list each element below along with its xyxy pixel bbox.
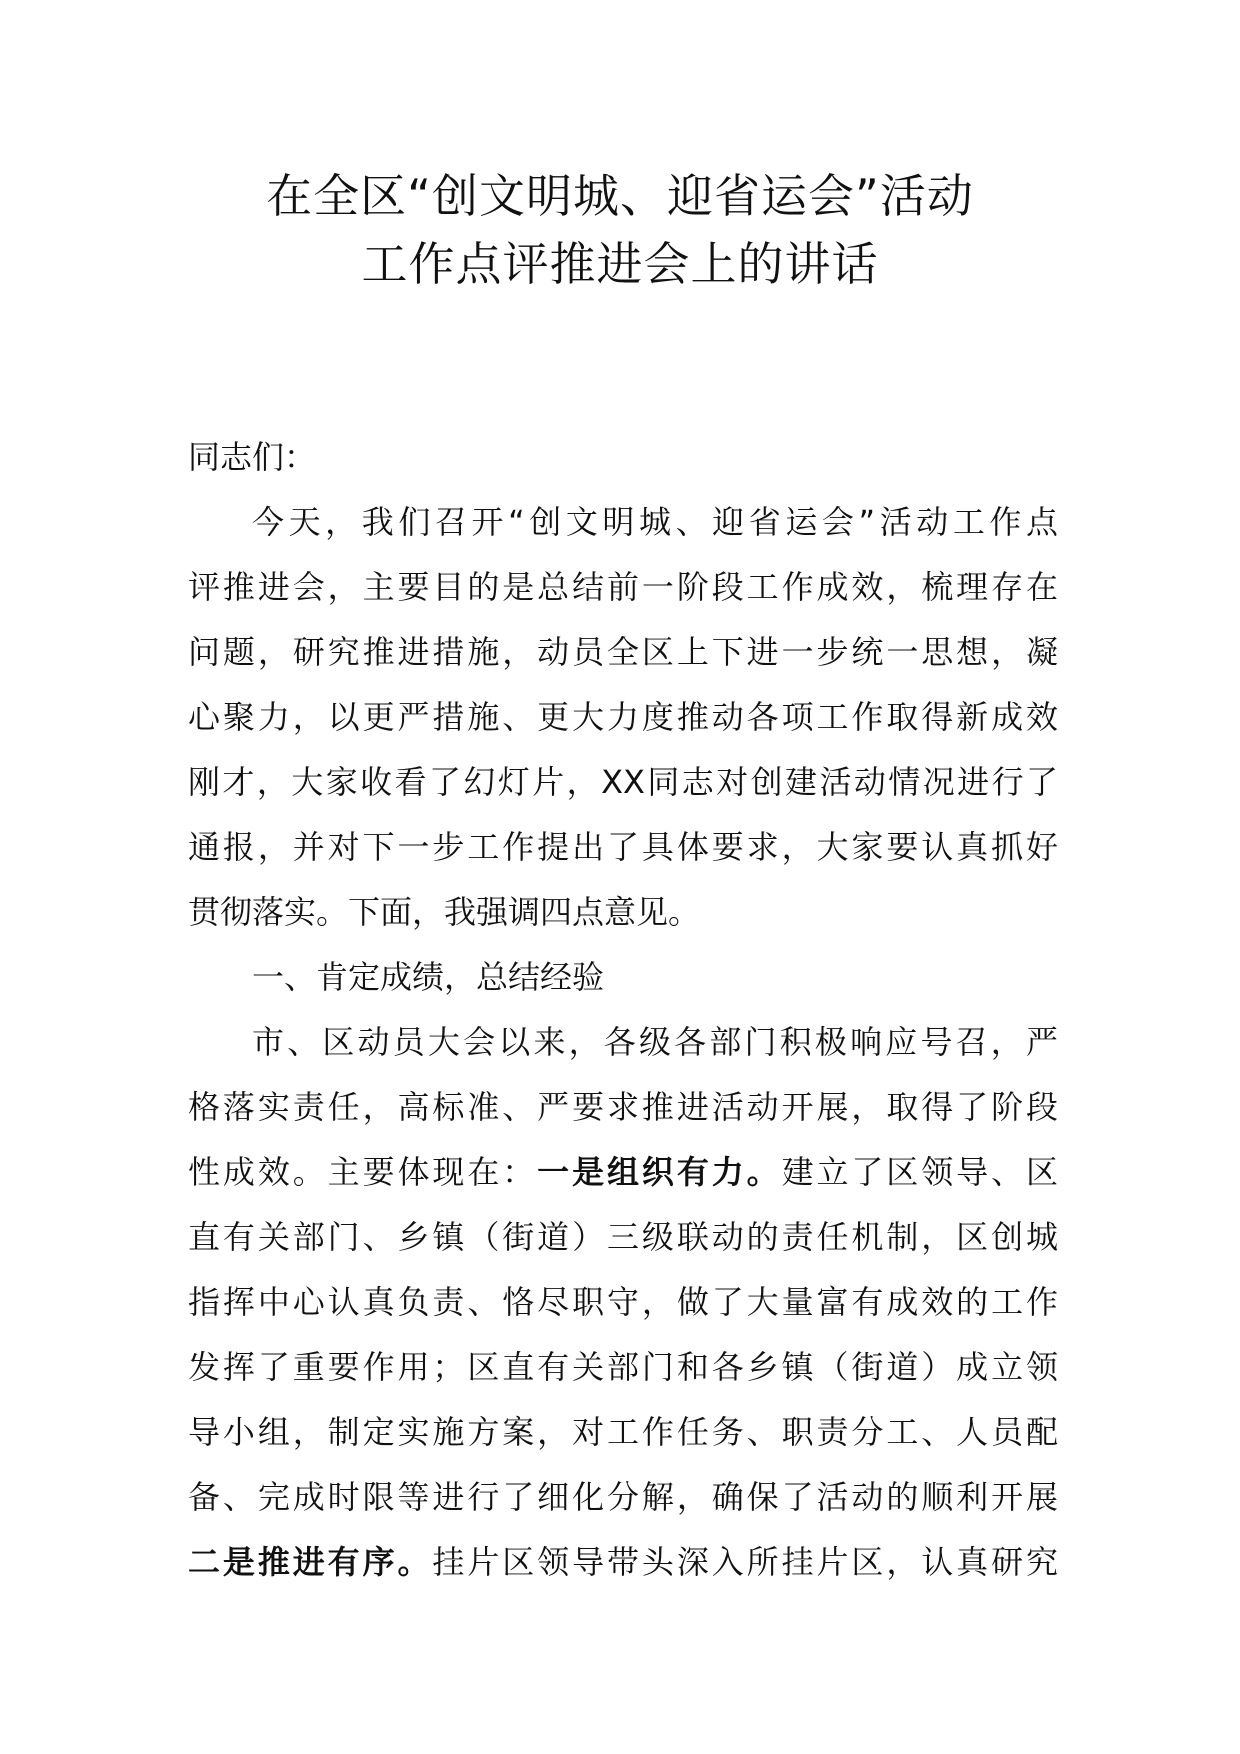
salutation-text: 同志们： (188, 438, 317, 476)
section-1-paragraph (188, 1010, 1058, 1595)
point-2-label: 二是推进有序。 (188, 1543, 433, 1581)
section-line: 发挥了重要作用；区直有关部门和各乡镇（街道）成立领 (188, 1348, 1058, 1386)
intro-line: 贯彻落实。下面，我强调四点意见。 (188, 893, 701, 931)
section-line: 导小组，制定实施方案，对工作任务、职责分工、人员配 (188, 1413, 1058, 1451)
section-line: 直有关部门、乡镇（街道）三级联动的责任机制，区创城 (188, 1218, 1058, 1256)
section-line: 指挥中心认真负责、恪尽职守，做了大量富有成效的工作 (188, 1283, 1058, 1321)
intro-line: 刚才，大家收看了幻灯片，XX同志对创建活动情况进行了 (188, 763, 1058, 801)
section-line-mixed (188, 1140, 1058, 1205)
section-line: 市、区动员大会以来，各级各部门积极响应号召，严 (252, 1023, 1058, 1061)
section-line: 备、完成时限等进行了细化分解，确保了活动的顺利开展 (188, 1478, 1058, 1516)
document-title-line-2: 工作点评推进会上的讲话 (361, 237, 879, 291)
section-line: 格落实责任，高标准、严要求推进活动开展，取得了阶段 (188, 1088, 1058, 1126)
section-1-heading (188, 945, 1058, 1010)
section-line-prefix: 性成效。主要体现在： (188, 1153, 538, 1191)
section-line-suffix: 建立了区领导、区 (781, 1153, 1058, 1191)
intro-line: 心聚力，以更严措施、更大力度推动各项工作取得新成效 (188, 698, 1058, 736)
intro-line: 今天，我们召开“创文明城、迎省运会”活动工作点 (252, 503, 1058, 541)
salutation (188, 425, 1058, 490)
section-line-mixed (188, 1530, 1058, 1595)
intro-line: 通报，并对下一步工作提出了具体要求，大家要认真抓好 (188, 828, 1058, 866)
document-body (188, 425, 1058, 1595)
section-heading-text: 一、肯定成绩，总结经验 (252, 958, 605, 996)
point-2-text: 挂片区领导带头深入所挂片区，认真研究 (432, 1543, 1058, 1581)
intro-paragraph (188, 490, 1058, 945)
intro-line: 问题，研究推进措施，动员全区上下进一步统一思想，凝 (188, 633, 1058, 671)
point-1-label: 一是组织有力。 (537, 1153, 782, 1191)
intro-line: 评推进会，主要目的是总结前一阶段工作成效，梳理存在 (188, 568, 1058, 606)
document-title-line-1: 在全区“创文明城、迎省运会”活动 (266, 169, 974, 223)
